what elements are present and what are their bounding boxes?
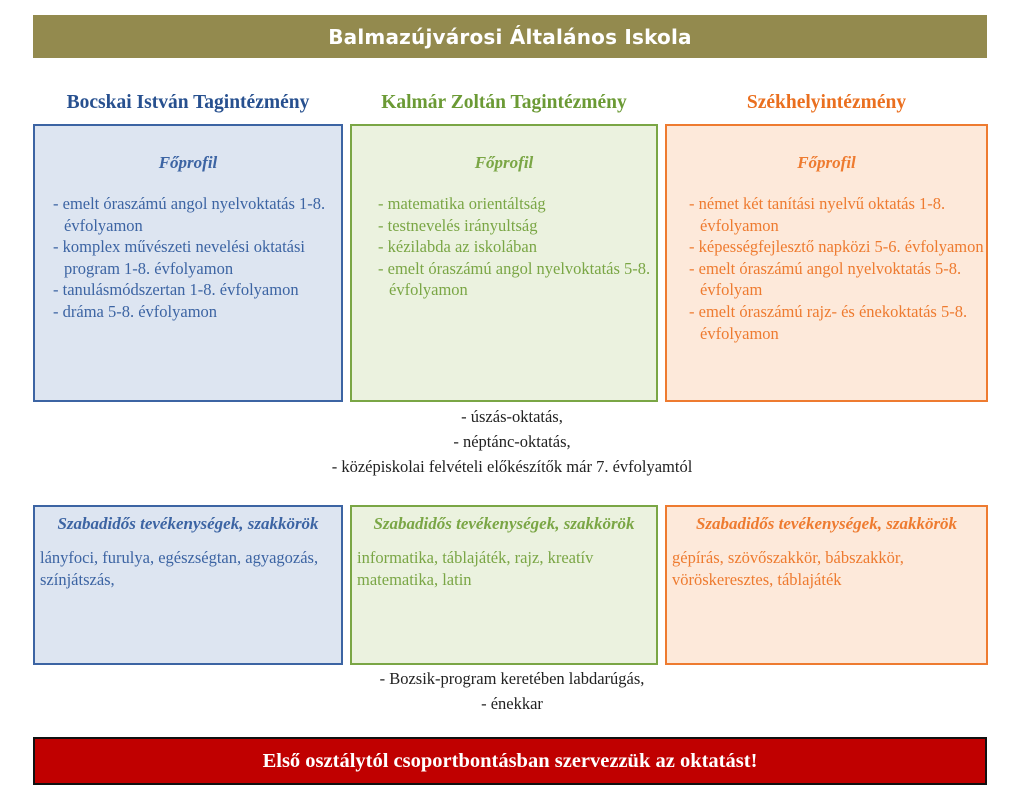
free-time-heading: Szabadidős tevékenységek, szakkörök	[695, 514, 958, 533]
profile-heading: Főprofil	[158, 153, 218, 172]
common-profile-item: - néptánc-oktatás,	[453, 432, 571, 451]
list-item: - tanulásmódszertan 1-8. évfolyamon	[53, 280, 299, 300]
free-time-box-kalmar	[350, 505, 658, 665]
profile-list	[667, 193, 986, 344]
common-free-time-item: - Bozsik-program keretében labdarúgás,	[379, 669, 645, 688]
profile-list	[35, 193, 341, 323]
free-time-text: lányfoci, furulya, egészségtan, agyagozás, színjátszás,	[40, 548, 319, 589]
common-profile	[0, 404, 1024, 479]
free-time-heading: Szabadidős tevékenységek, szakkörök	[373, 514, 635, 533]
common-profile-item: - középiskolai felvételi előkészítők már 7. évfolyamtól	[331, 457, 693, 476]
profile-heading: Főprofil	[797, 153, 856, 172]
school-title: Balmazújvárosi Általános Iskola	[328, 24, 692, 49]
free-time-text: gépírás, szövőszakkör, bábszakkör, vöröskeresztes, táblajáték	[672, 548, 904, 589]
list-item: - képességfejlesztő napközi 5-6. évfolyamon	[689, 237, 984, 257]
free-time-box-szekhely	[665, 505, 988, 665]
common-free-time-item: - énekkar	[481, 694, 543, 713]
profile-box-bocskai	[33, 124, 343, 402]
profile-box-kalmar	[350, 124, 658, 402]
list-item: - emelt óraszámú angol nyelvoktatás 5-8. évfolyamon	[378, 258, 651, 300]
free-time-box-bocskai	[33, 505, 343, 665]
common-profile-item: - úszás-oktatás,	[461, 407, 563, 426]
column-title-szekhely: Székhelyintézmény	[746, 92, 907, 113]
list-item: - emelt óraszámú rajz- és énekoktatás 5-8. évfolyamon	[689, 301, 968, 343]
list-item: - emelt óraszámú angol nyelvoktatás 5-8. évfolyam	[689, 258, 962, 300]
list-item: - testnevelés irányultság	[378, 215, 538, 235]
free-time-text: informatika, táblajáték, rajz, kreatív matematika, latin	[357, 548, 594, 589]
profile-heading: Főprofil	[474, 153, 534, 172]
footer-banner	[33, 737, 987, 785]
school-title-banner	[33, 15, 987, 58]
profile-box-szekhely	[665, 124, 988, 402]
list-item: - dráma 5-8. évfolyamon	[53, 301, 218, 321]
free-time-heading: Szabadidős tevékenységek, szakkörök	[57, 514, 319, 533]
column-title-bocskai: Bocskai István Tagintézmény	[66, 92, 310, 113]
list-item: - német két tanítási nyelvű oktatás 1-8. évfolyamon	[689, 194, 946, 235]
profile-list	[352, 193, 656, 301]
list-item: - komplex művészeti nevelési oktatási program 1-8. évfolyamon	[53, 237, 306, 278]
column-title-kalmar: Kalmár Zoltán Tagintézmény	[381, 92, 627, 113]
footer-text: Első osztálytól csoportbontásban szervezzük az oktatást!	[262, 749, 758, 772]
common-free-time	[0, 666, 1024, 716]
list-item: - emelt óraszámú angol nyelvoktatás 1-8. évfolyamon	[53, 194, 326, 235]
list-item: - kézilabda az iskolában	[378, 237, 537, 257]
list-item: - matematika orientáltság	[378, 194, 546, 213]
